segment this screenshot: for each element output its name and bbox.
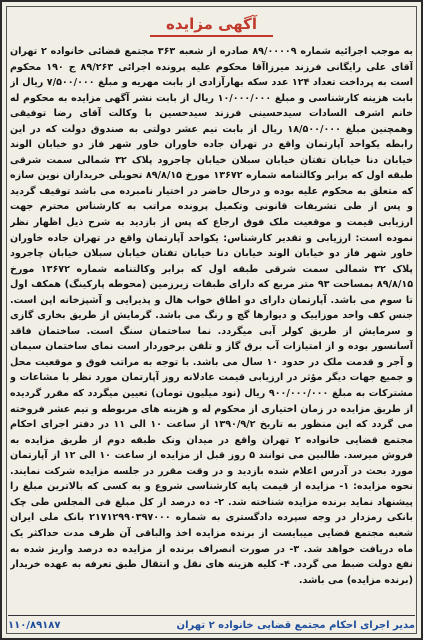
notice-title: آگهی مزایده [150, 13, 273, 37]
notice-header [10, 8, 413, 42]
notice-issuer: مدیر اجرای احکام مجتمع قضایی خانواده ۲ تهران [176, 619, 415, 631]
notice-code: ۱۱۰/۸۹۱۸۷ [8, 619, 61, 631]
notice-footer [8, 615, 415, 634]
notice-body: به موجب اجرائیه شماره ۸۹/۰۰۰۰۹ صادره از شعبه ۳۶۳ مجتمع قضائی خانواده ۲ تهران آقای علی رایگانی فرزند میرزاآقا محکوم علیه پرونده اجرائی ۸۹/۲۶۳ ج ۱۹۰ محکوم است به پرداخت تعداد ۱۲۴ عدد سکه بهارآزادی از بابت مهریه و مبلغ ۷/۵۰۰/۰۰۰ ریال از بابت هزینه کارشناسی و مبلغ ۱۰/۰۰۰/۰۰۰ ریال از بابت نشر آگهی مزایده به محکوم له خانم اشرف السادات سیدحسینی فرزند سیدحسین با وکالت آقای رضا توفیقی وهمچنین مبلغ ۱۸/۵۰۰/۰۰۰ ریال از بابت نیم عشر دولتی به صندوق دولت که در این رابطه یکواحد آپارتمان واقع در تهران جاده خاوران خاور شهر فاز دو خیابان الوند خیابان دنا خیابان تفتان خیابان سبلان خیابان چاجرود پلاک ۳۲ شمالی سمت شرقی طبقه اول که برابر وکالتنامه شماره ۱۳۶۷۲ مورخ ۸۹/۸/۱۵ تحویلی خریداران نوین سازه که متعلق به محکوم علیه بوده و درحال حاضر در اختیار نامبرده می باشد توقیف گردید و پس از طی تشریفات قانونی وتکمیل پرونده مراتب به کارشناس محترم جهت ارزیابی قیمت و موقعیت ملک فوق ارجاع که پس از بازدید به شرح ذیل اظهار نظر نموده است: ارزیابی و تقدیر کارشناس: یکواحد آپارتمان واقع در تهران جاده خاوران خاور شهر فاز دو خیابان الوند خیابان دنا خیابان تفتان خیابان سبلان خیابان چاجرود پلاک ۳۲ شمالی سمت شرقی طبقه اول که برابر وکالتنامه شماره ۱۳۶۷۲ مورخ ۸۹/۸/۱۵ بمساحت ۹۳ متر مربع که دارای طبقات زیرزمین (محوطه پارکینگ) همکف اول تا سوم می باشد. آپارتمان دارای دو اطاق خواب هال و پذیرایی و آشپزخانه اپن است. جنس کف واحد موزاییک و دیوارها گچ و رنگ می باشد. گرمایش از طریق بخاری گازی و سرمایش از طریق کولر آبی میگردد. نما ساختمان سنگ است. ساختمان فاقد آسانسور بوده و از امتیازات آب برق گاز و تلفن برخوردار است نمای ساختمان سیمان و آجر و قدمت ملک در حدود ۱۰ سال می باشد. با توجه به مراتب فوق و موقعیت محل و جمیع جهات دیگر مؤثر در ارزیابی قیمت عادلانه روز آپارتمان مورد نظر با مشاعات و مشترکات به مبلغ ۹۰۰/۰۰۰/۰۰۰ ریال (نود میلیون تومان) تعیین میگردد که مقرر گردیده از طریق مزایده در زمان اختیاری از محکوم له و هزینه های مربوطه و نیم عشر فروخته می گردد که این منظور به تاریخ ۱۳۹۰/۹/۲ از ساعت ۱۰ الی ۱۱ در دفتر اجرای احکام مجتمع قضایی خانواده ۲ تهران واقع در میدان ونک طبقه دوم از طریق مزایده به فروش میرسد. طالبین می توانند ۵ روز قبل از مزایده از ساعت ۱۰ الی ۱۲ از آپارتمان مورد بحث در آدرس اعلام شده بازدید و در وقت مقرر در جلسه مزایده شرکت نمایند. نحوه مزایده: ۱- مزایده از قیمت پایه کارشناسی شروع و به کسی که بالاترین مبلغ را پیشنهاد نماید برنده مزایده شناخته شد. ۲- ده درصد از کل مبلغ فی المجلس طی چک بانکی رمزدار در وجه سپرده دادگستری به شماره ۲۱۷۱۲۹۹۰۳۹۷۰۰۰ بانک ملی ایران شعبه مجتمع قضایی میبایست از برنده مزایده اخذ والباقی آن ظرف مدت حداکثر یک ماه دریافت خواهد شد. ۳- در صورت انصراف برنده از مزایده ده درصد واریز شده به نفع دولت ضبط می گردد. ۴- کلیه هزینه های نقل و انتقال طبق تعرفه به عهده خریدار (برنده مزایده) می باشد. [10, 46, 413, 586]
